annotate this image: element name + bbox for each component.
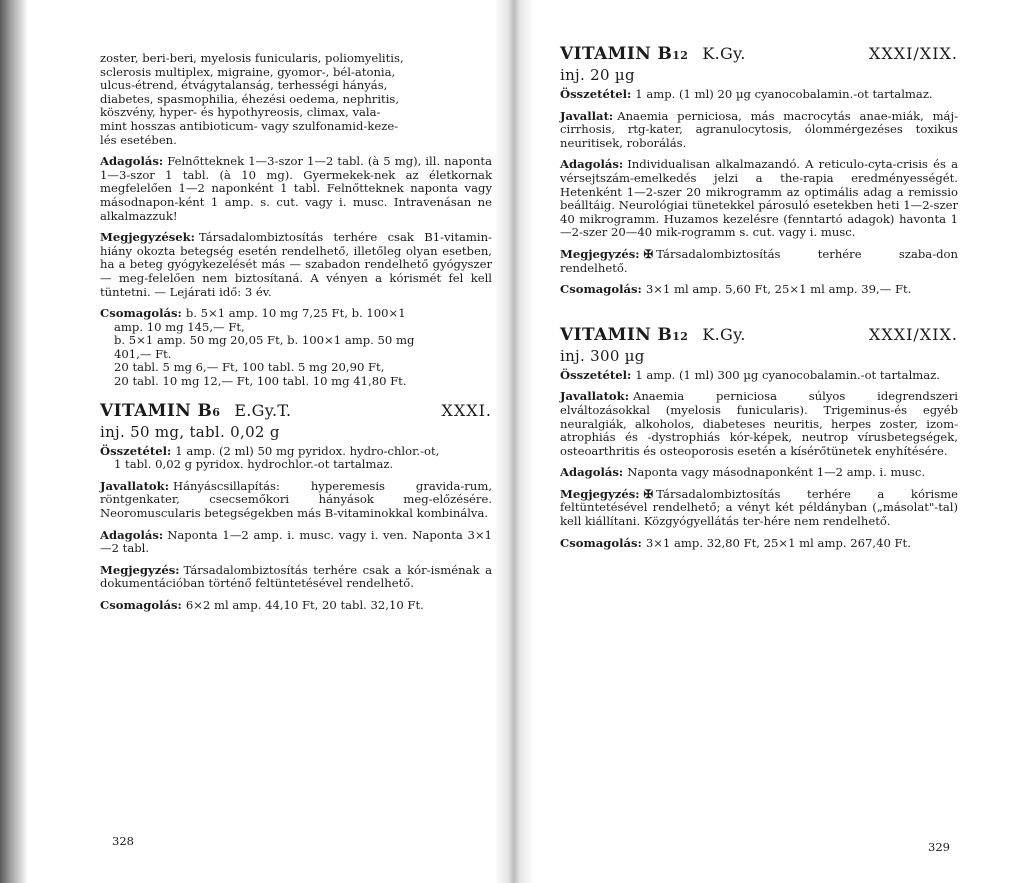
megjegyzesek-text: Társadalombiztosítás terhére csak B1-vitamin-hiány okozta betegség esetén rendelhető, illetőleg olyan esetben, ha a beteg gyógykezelését más — szabadon rendelhető gyógyszer — meg-felelően nem biztosítaná. A vényen a kórismét fel kell tüntetni. — Lejárati idő: 3 év. [100, 230, 492, 299]
osszetetel-text: 1 amp. (1 ml) 300 µg cyanocobalamin.-ot tartalmaz. [635, 367, 940, 382]
cross-symbol-icon: ✠ [643, 246, 654, 261]
javallatok-text: Hányáscsillapítás: hyperemesis gravida-rum, röntgenkater, csecsemőkori hányások meg-előzésére. Neoromuscularis betegségekben más B-vitaminokkal kombinálva. [100, 478, 492, 521]
manufacturer-code: K.Gy. [702, 324, 746, 344]
intro-line: ulcus-étrend, étvágytalanság, terhességi hányás, [100, 78, 388, 93]
entry-title-subscript: 12 [672, 329, 689, 343]
megjegyzesek-section [100, 231, 492, 299]
heading-title-group [560, 44, 746, 64]
classification-code: XXXI. [441, 400, 492, 420]
osszetetel-section [560, 369, 958, 383]
entry-subtitle: inj. 50 mg, tabl. 0,02 g [100, 422, 280, 441]
left-edge-shadow [0, 0, 28, 883]
entry-heading-b12-20 [560, 44, 958, 84]
javallatok-section [100, 480, 492, 521]
classification-code: XXXI/XIX. [868, 324, 958, 344]
javallatok-section [560, 390, 958, 458]
adagolas-section [100, 155, 492, 223]
megjegyzes-label: Megjegyzés: [100, 562, 180, 577]
megjegyzes-text: Társadalombiztosítás terhére a kórisme feltüntetésével rendelhető; a vényt két példányban („másolat"-tal) kell kiállítani. Közgyógyellátás ter-hére nem rendelhető. [560, 486, 958, 529]
heading-title-group [100, 401, 291, 421]
adagolas-text: Felnőtteknek 1—3-szor 1—2 tabl. (à 5 mg), ill. naponta 1—3-szor 1 tabl. (à 10 mg). Gyermekek-nek az életkornak megfelelően 1—2 naponként 1 tabl. Felnőtteknek naponta vagy másodnapon-ként 1 amp. s. cut. vagy i. musc. Intravenásan ne alkalmazzuk! [100, 154, 492, 223]
adagolas-section [560, 466, 958, 480]
heading-row [560, 325, 958, 345]
javallat-label: Javallat: [560, 108, 614, 123]
manufacturer-code: E.Gy.T. [234, 400, 292, 420]
adagolas-label: Adagolás: [560, 465, 624, 480]
heading-row [560, 44, 958, 64]
right-page [560, 0, 958, 883]
entry-title-subscript: 12 [672, 49, 689, 62]
entry-title: VITAMIN B [560, 324, 673, 345]
osszetetel-text: 1 amp. (1 ml) 20 µg cyanocobalamin.-ot tartalmaz. [635, 87, 933, 101]
csomagolas-line: 401,— Ft. [114, 346, 172, 361]
csomagolas-text: 3×1 amp. 32,80 Ft, 25×1 ml amp. 267,40 Ft. [645, 535, 911, 550]
megjegyzes-b6-section [100, 564, 492, 591]
entry-subtitle: inj. 300 µg [560, 346, 645, 365]
intro-line: mint hosszas antibioticum- vagy szulfonamid-keze- [100, 118, 399, 133]
csomagolas-label: Csomagolás: [560, 282, 642, 297]
osszetetel-label: Összetétel: [100, 443, 172, 458]
entry-title: VITAMIN B [560, 44, 673, 64]
osszetetel-text: 1 amp. (2 ml) 50 mg pyridox. hydro-chlor.-ot, [175, 443, 440, 458]
csomagolas-line: 20 tabl. 5 mg 6,— Ft, 100 tabl. 5 mg 20,90 Ft, [114, 360, 385, 375]
right-column [560, 44, 958, 558]
osszetetel-section [560, 88, 958, 102]
megjegyzes-section [560, 488, 958, 529]
adagolas-label: Adagolás: [100, 154, 164, 169]
osszetetel-label: Összetétel: [560, 87, 632, 101]
csomagolas-line: b. 5×1 amp. 10 mg 7,25 Ft, b. 100×1 [185, 306, 406, 321]
adagolas-text: Individualisan alkalmazandó. A reticulo-cyta-crisis és a vérsejtszám-emelkedés jelzi a the-rapia eredményességét. Hetenként 1—2-szer 20 mikrogramm az optimális adag a remissio beálltáig. Neurológiai tünetekkel párosuló esetekben heti 1—2-szer 40 mikrogramm. Huzamos kezelésre (fenntartó adagok) havonta 1—2-szer 20—40 mik-rogramm s. cut. vagy i. musc. [560, 157, 958, 240]
osszetetel-text-2: 1 tabl. 0,02 g pyridox. hydrochlor.-ot tartalmaz. [114, 457, 394, 472]
entry-title-subscript: 6 [212, 405, 221, 419]
intro-line: sclerosis multiplex, migraine, gyomor-, bél-atonia, [100, 64, 396, 79]
intro-line: zoster, beri-beri, myelosis funicularis, poliomyelitis, [100, 51, 404, 65]
classification-code: XXXI/XIX. [868, 44, 958, 63]
megjegyzes-text: Társadalombiztosítás terhére szaba-don rendelhető. [560, 246, 958, 275]
left-page [100, 0, 492, 883]
adagolas-section [560, 158, 958, 240]
entry-heading-b12-300 [560, 325, 958, 365]
csomagolas-label: Csomagolás: [560, 535, 642, 550]
heading-row [100, 401, 492, 421]
page-number-left: 328 [112, 834, 134, 848]
csomagolas-section [100, 307, 492, 389]
intro-line: diabetes, spasmophilia, éhezési oedema, nephritis, [100, 91, 400, 106]
entry-heading-b6 [100, 401, 492, 441]
intro-paragraph [100, 52, 492, 147]
adagolas-label: Adagolás: [100, 527, 164, 542]
intro-line: köszvény, hyper- és hypothyreosis, climax, vala- [100, 105, 381, 120]
csomagolas-section [560, 283, 958, 297]
megjegyzesek-label: Megjegyzések: [100, 230, 195, 245]
csomagolas-text: 3×1 ml amp. 5,60 Ft, 25×1 ml amp. 39,— Ft. [645, 282, 912, 297]
adagolas-label: Adagolás: [560, 157, 624, 172]
javallat-section [560, 110, 958, 151]
csomagolas-section [560, 537, 958, 551]
javallat-text: Anaemia perniciosa, más macrocytás anae-miák, máj-cirrhosis, rtg-kater, agranulocytosis, ólommérgezéses toxikus neuritisek, roborálás. [560, 108, 958, 150]
adagolas-text: Naponta 1—2 amp. i. musc. vagy i. ven. Naponta 3×1—2 tabl. [100, 527, 492, 556]
left-column [100, 52, 492, 621]
javallatok-label: Javallatok: [560, 389, 629, 404]
megjegyzes-label: Megjegyzés: [560, 486, 640, 501]
csomagolas-line: b. 5×1 amp. 50 mg 20,05 Ft, b. 100×1 amp. 50 mg [114, 333, 415, 348]
csomagolas-text: 6×2 ml amp. 44,10 Ft, 20 tabl. 32,10 Ft. [185, 598, 424, 612]
javallatok-label: Javallatok: [100, 478, 169, 493]
csomagolas-line: amp. 10 mg 145,— Ft, [114, 319, 245, 334]
adagolas-b6-section [100, 529, 492, 556]
megjegyzes-text: Társadalombiztosítás terhére csak a kór-isménak a dokumentációban történő feltüntetésével rendelhető. [100, 562, 492, 591]
osszetetel-section [100, 445, 492, 472]
adagolas-text: Naponta vagy másodnaponként 1—2 amp. i. musc. [627, 465, 926, 480]
entry-title: VITAMIN B [100, 400, 213, 421]
center-gutter [494, 0, 534, 883]
cross-symbol-icon: ✠ [643, 486, 654, 501]
heading-title-group [560, 325, 746, 345]
manufacturer-code: K.Gy. [702, 44, 746, 63]
csomagolas-line: 20 tabl. 10 mg 12,— Ft, 100 tabl. 10 mg 41,80 Ft. [114, 374, 407, 389]
megjegyzes-label: Megjegyzés: [560, 246, 640, 261]
javallatok-text: Anaemia perniciosa súlyos idegrendszeri elváltozásokkal (myelosis funicularis). Trigeminus-és egyéb neuralgiák, alkoholos, diabeteses neuritis, herpes zoster, izom-atrophiás és -dystrophiás kór-képek, neutrop vírusbetegségek, osteoarthritis és osteoporosis esetén a kísérőtünetek enyhítésére. [560, 389, 958, 458]
page-number-right: 329 [928, 840, 950, 854]
csomagolas-b6-section [100, 599, 492, 613]
entry-subtitle: inj. 20 µg [560, 66, 635, 84]
megjegyzes-section [560, 248, 958, 275]
intro-line: lés esetében. [100, 132, 177, 147]
csomagolas-label: Csomagolás: [100, 306, 182, 321]
csomagolas-label: Csomagolás: [100, 598, 182, 612]
osszetetel-label: Összetétel: [560, 367, 632, 382]
